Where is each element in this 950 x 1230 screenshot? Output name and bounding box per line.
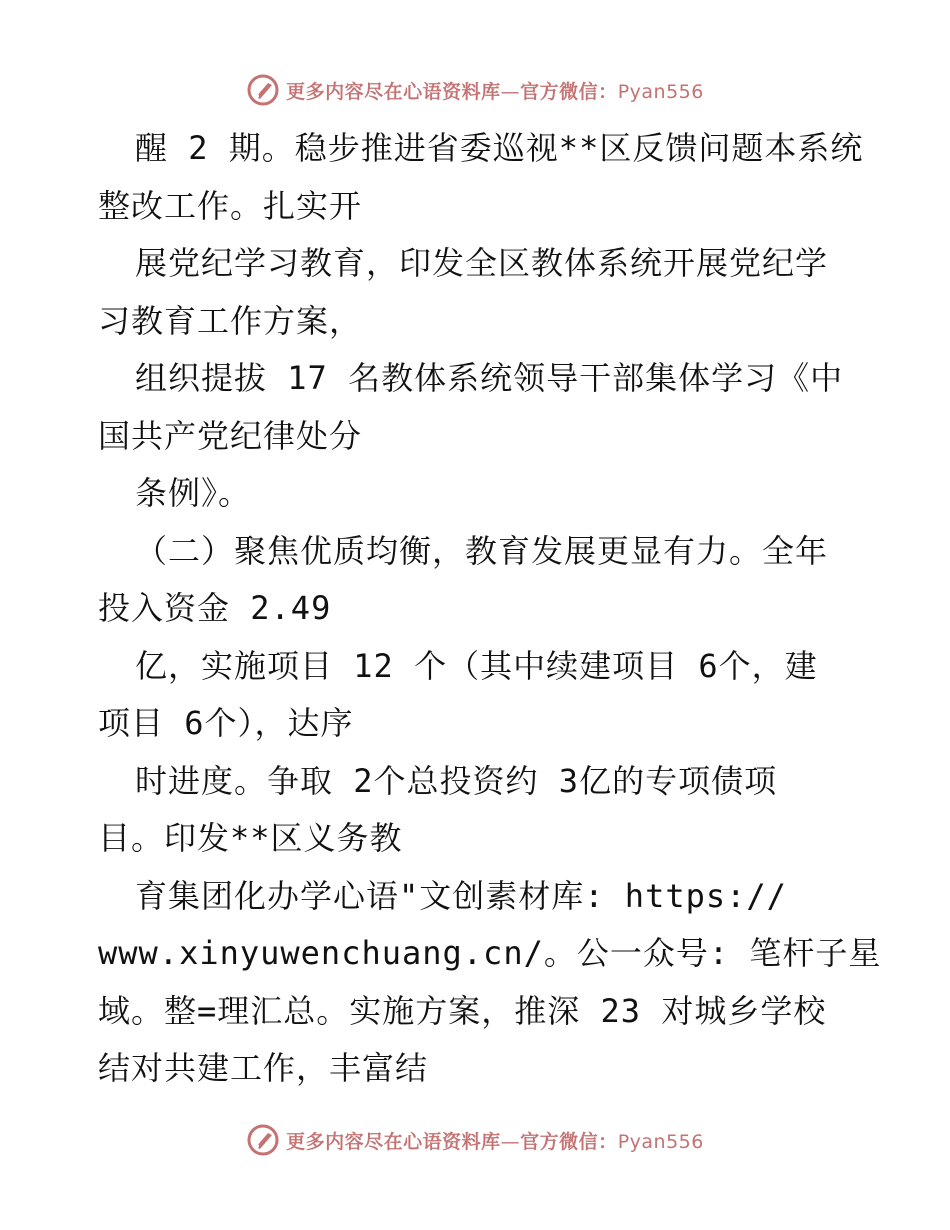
doc-line: （二）聚焦优质均衡，教育发展更显有力。全年 [135, 531, 829, 570]
doc-line: www.xinyuwenchuang.cn/。公一众号: 笔杆子星 [98, 934, 882, 972]
doc-line: 项目 6个），达序 [98, 704, 354, 742]
doc-line: 展党纪学习教育，印发全区教体系统开展党纪学 [135, 244, 829, 282]
watermark-cn-text: 更多内容尽在心语资料库 [286, 80, 501, 103]
watermark-official-label: 官方微信： [520, 1130, 618, 1153]
doc-line: 目。印发**区义务教 [98, 819, 403, 857]
header-watermark [0, 70, 950, 110]
doc-line: 组织提拔 17 名教体系统领导干部集体学习《中 [135, 359, 844, 397]
watermark-text [286, 77, 704, 104]
footer-watermark [0, 1120, 950, 1160]
doc-line: 条例》。 [135, 474, 252, 512]
pen-logo-icon [246, 1123, 280, 1157]
watermark-separator: — [500, 80, 521, 103]
doc-line: 育集团化办学心语"文创素材库: https:// [135, 876, 787, 915]
pen-logo-icon [246, 73, 280, 107]
watermark-cn-text: 更多内容尽在心语资料库 [286, 1130, 501, 1153]
document-body [98, 120, 882, 1098]
doc-line: 国共产党纪律处分 [98, 416, 363, 455]
watermark-official-label: 官方微信： [520, 80, 618, 103]
doc-line: 域。整=理汇总。实施方案，推深 23 对城乡学校 [98, 991, 827, 1030]
doc-line: 整改工作。扎实开 [98, 186, 363, 225]
doc-line: 时进度。争取 2个总投资约 3亿的专项债项 [135, 761, 778, 800]
watermark-text [286, 1127, 704, 1154]
doc-line: 投入资金 2.49 [98, 589, 332, 627]
watermark-separator: — [500, 1130, 521, 1153]
watermark-wechat-id: Pyan556 [617, 80, 704, 103]
doc-line: 亿，实施项目 12 个（其中续建项目 6个，建 [135, 646, 818, 685]
doc-line: 醒 2 期。稳步推进省委巡视**区反馈问题本系统 [135, 129, 864, 167]
doc-line: 习教育工作方案， [98, 301, 363, 340]
doc-line: 结对共建工作，丰富结 [98, 1049, 429, 1087]
watermark-wechat-id: Pyan556 [617, 1130, 704, 1153]
